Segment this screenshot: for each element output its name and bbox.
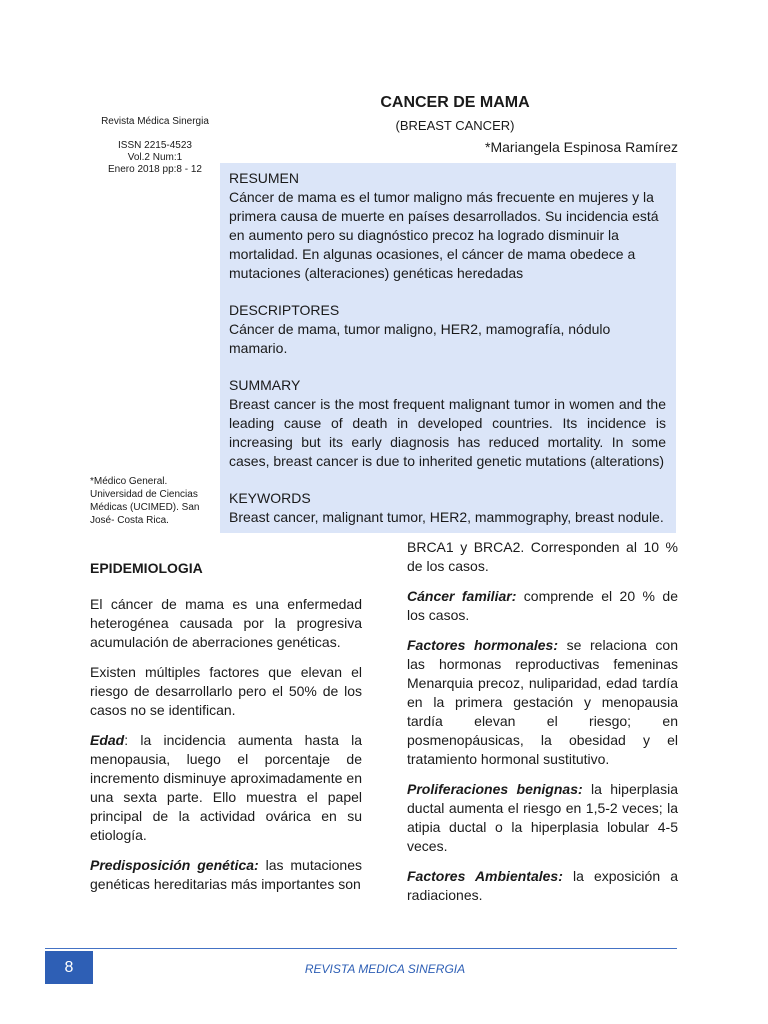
ambientales-text: la exposición a radiaciones. <box>407 868 678 903</box>
journal-name: Revista Médica Sinergia <box>101 116 209 127</box>
paragraph: Existen múltiples factores que elevan el riesgo de desarrollarlo pero el 50% de los casos no se identifican. <box>90 664 362 718</box>
hormonal-label: Factores hormonales: <box>407 637 558 653</box>
abstract-box <box>220 163 676 533</box>
volume: Vol.2 Num:1 <box>127 152 183 163</box>
page-number: 8 <box>45 951 93 984</box>
paragraph-edad <box>90 731 362 845</box>
date-pages: Enero 2018 pp:8 - 12 <box>108 164 202 175</box>
edad-label: Edad <box>90 732 125 748</box>
section-heading-epidemiologia: EPIDEMIOLOGIA <box>90 560 203 576</box>
keywords-heading: KEYWORDS <box>229 490 311 506</box>
familiar-label: Cáncer familiar: <box>407 588 517 604</box>
hormonal-text: se relaciona con las hormonas reproductivas femeninas Menarquia precoz, nuliparidad, edad tardía en la primera gestación y menopausia tardía elevan el riesgo; en posmenopáusicas, la obesidad y el tratamiento hormonal sustitutivo. <box>407 637 678 767</box>
proliferaciones-text: la hiperplasia ductal aumenta el riesgo en 1,5-2 veces; la atipia ductal o la hiperplasia lobular 4-5 veces. <box>407 781 678 854</box>
paragraph-familiar <box>407 587 678 625</box>
predisposicion-label: Predisposición genética: <box>90 857 259 873</box>
paragraph-proliferaciones <box>407 780 678 856</box>
keywords-section <box>229 489 666 527</box>
article-subtitle: (BREAST CANCER) <box>395 118 515 133</box>
proliferaciones-label: Proliferaciones benignas: <box>407 781 583 797</box>
article-title: CANCER DE MAMA <box>380 94 530 111</box>
right-column <box>407 538 678 916</box>
summary-heading: SUMMARY <box>229 377 301 393</box>
resumen-heading: RESUMEN <box>229 170 300 186</box>
keywords-text: Breast cancer, malignant tumor, HER2, mammography, breast nodule. <box>229 509 664 525</box>
summary-text: Breast cancer is the most frequent malignant tumor in women and the leading cause of death in developed countries. Its incidence is increasing but its early diagnosis has reduced mortality. In some cases, breast cancer is due to inherited genetic mutations (alterations) <box>229 396 666 469</box>
ambientales-label: Factores Ambientales: <box>407 868 563 884</box>
paragraph: El cáncer de mama es una enfermedad heterogénea causada por la progresiva acumulación de aberraciones genéticas. <box>90 596 362 650</box>
paragraph-ambientales <box>407 867 678 905</box>
footer-journal-title: REVISTA MEDICA SINERGIA <box>304 962 466 976</box>
author-name: *Mariangela Espinosa Ramírez <box>485 139 678 155</box>
predisposicion-text: las mutaciones genéticas hereditarias más importantes son <box>90 857 362 892</box>
footer-divider <box>45 948 677 949</box>
descriptores-text: Cáncer de mama, tumor maligno, HER2, mamografía, nódulo mamario. <box>229 321 611 356</box>
paragraph-predisposicion <box>90 856 362 894</box>
resumen-text: Cáncer de mama es el tumor maligno más frecuente en mujeres y la primera causa de muerte en países desarrollados. Su incidencia está en aumento pero su diagnóstico precoz ha logrado disminuir la mortalidad. En algunas ocasiones, el cáncer de mama obedece a mutaciones (alteraciones) genéticas heredadas <box>229 189 659 281</box>
summary-section <box>229 376 666 471</box>
familiar-text: comprende el 20 % de los casos. <box>407 588 678 623</box>
author-affiliation: *Médico General. Universidad de Ciencias Médicas (UCIMED). San José- Costa Rica. <box>90 476 200 526</box>
paragraph-hormonal <box>407 636 678 769</box>
edad-text: : la incidencia aumenta hasta la menopausia, luego el porcentaje de incremento disminuye aproximadamente en una sexta parte. Ello muestra el papel principal de la actividad ovárica en su etiología. <box>90 732 362 843</box>
descriptores-heading: DESCRIPTORES <box>229 302 340 318</box>
journal-meta <box>90 140 220 176</box>
descriptores-section <box>229 301 666 358</box>
left-column <box>90 595 362 905</box>
paragraph-brca: BRCA1 y BRCA2. Corresponden al 10 % de los casos. <box>407 539 678 574</box>
issn: ISSN 2215-4523 <box>118 140 192 151</box>
resumen-section <box>229 169 666 283</box>
